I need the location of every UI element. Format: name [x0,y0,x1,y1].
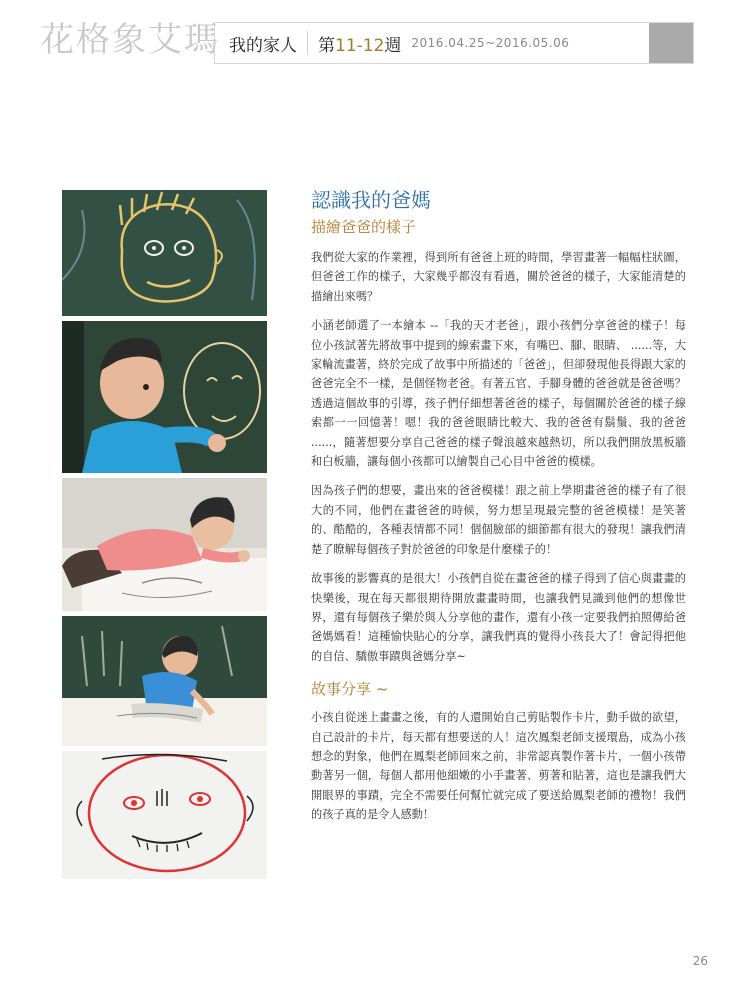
article-subtitle: 描繪爸爸的樣子 [311,218,417,236]
paragraph: 因為孩子們的想要，畫出來的爸爸模樣！跟之前上學期畫爸爸的樣子有了很大的不同，他們在畫爸爸的時候，努力想呈現最完整的爸爸模樣！是笑著的、酷酷的，各種表情都不同！個個臉部的細節都有很大的發現！讓我們清楚了瞭解每個孩子對於爸爸的印象是什麼樣子的！ [311,484,686,556]
section-title: 故事分享 ~ [311,680,389,699]
week-number: 11-12 [335,35,385,56]
photo-boy-chalkboard [62,321,267,473]
photo-boy-kneeling [62,616,267,746]
paragraph: 小孩自從迷上畫畫之後，有的人還開始自己剪貼製作卡片，動手做的欲望，自己設計的卡片，每天都有想要送的人！這次鳳梨老師支援環島，成為小孩想念的對象，他們在鳳梨老師回來之前，非常認真製作著卡片，一個小孩帶動著另一個，每個人都用他細嫩的小手畫著、剪著和貼著，這也是讓我們大開眼界的事蹟，完全不需要任何幫忙就完成了要送給鳳梨老師的禮物！我們的孩子真的是令人感動！ [311,711,686,822]
paragraph: 故事後的影響真的是很大！小孩們自從在畫爸爸的樣子得到了信心與畫畫的快樂後，現在每天都很期待開放畫畫時間，也讓我們見識到他們的想像世界，還有每個孩子樂於與人分享他的畫作，還有小孩一定要我們拍照傳給爸爸媽媽看！這種愉快貼心的分享，讓我們真的覺得小孩長大了！會記得把他的自信、驕傲事蹟與爸媽分享~ [311,572,686,663]
photo-girl-drawing [62,478,267,611]
week-label [308,31,401,56]
page-number: 26 [692,954,708,968]
paragraph: 我們從大家的作業裡，得到所有爸爸上班的時間，學習畫著一幅幅柱狀圖，但爸爸工作的樣子，大家幾乎都沒有看過，關於爸爸的樣子，大家能清楚的描繪出來嗎？ [311,251,686,303]
article [311,186,686,835]
week-suffix: 週 [384,35,402,56]
article-title: 認識我的爸媽 [311,188,431,212]
header-grey-block [649,23,693,63]
date-range: 2016.04.25~2016.05.06 [411,36,570,50]
brand-name: 花格象艾瑪 [40,20,220,60]
photo-chalk-face [62,190,267,316]
photo-column [62,190,267,884]
photo-whiteboard-drawing [62,751,267,879]
header-bar [214,22,694,64]
unit-title: 我的家人 [229,35,297,56]
week-prefix: 第 [318,35,335,56]
paragraph: 小涵老師選了一本繪本 --「我的天才老爸」，跟小孩們分享爸爸的樣子！每位小孩試著先將故事中提到的線索畫下來，有嘴巴、腳、眼睛、 ......等，大家輪流畫著，終於完成了故事中所描述的「爸爸」，但卻發現他長得跟大家的爸爸完全不一樣，是個怪物老爸。有著五官、手腳身體的爸爸就是爸爸嗎？透過這個故事的引導，孩子們仔細想著爸爸的樣子，每個關於爸爸的樣子線索都一一回憶著！嗯！我的爸爸眼睛比較大、我的爸爸有鬍鬚、我的爸爸 ......，隨著想要分享自己爸爸的樣子聲浪越來越熱切，所以我們開放黑板牆和白板牆，讓每個小孩都可以繪製自己心目中爸爸的模樣。 [311,319,686,469]
